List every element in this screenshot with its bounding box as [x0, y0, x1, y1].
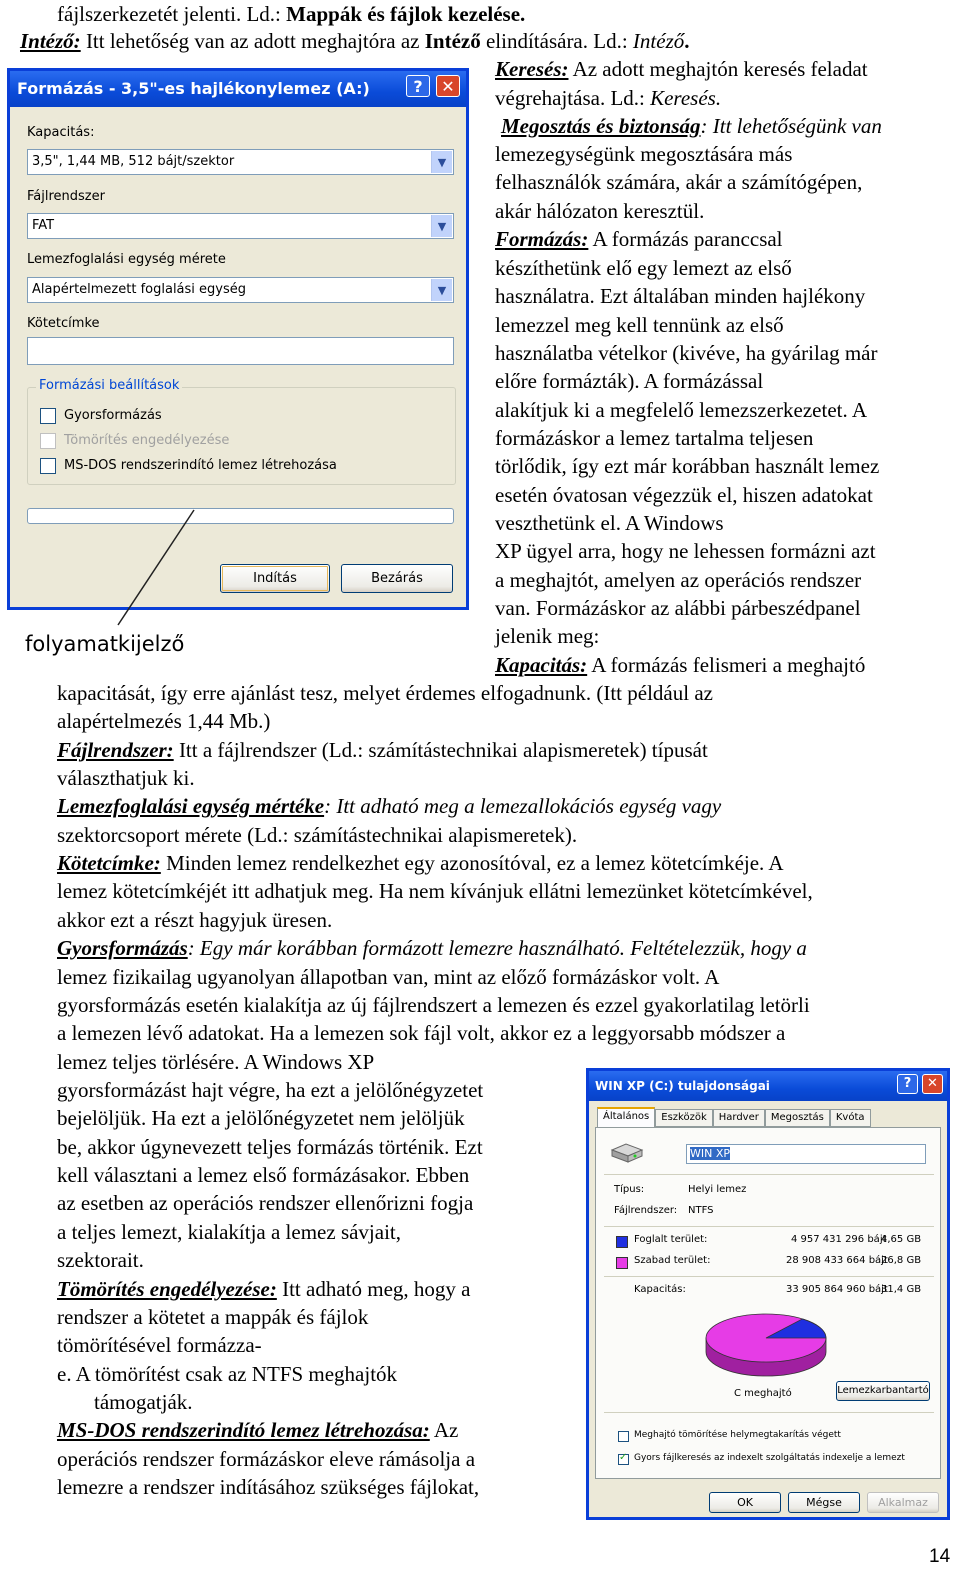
text-line: törlődik, így ezt már korábban használt lemez [495, 454, 880, 478]
close-button[interactable]: Bezárás [341, 564, 453, 593]
filesystem-select[interactable]: FAT ▼ [27, 213, 454, 239]
text-line: Megosztás és biztonság: Itt lehetőségünk van [501, 114, 882, 138]
free-bytes: 28 908 433 664 bájt [786, 1255, 888, 1266]
used-gb: 4,65 GB [881, 1234, 922, 1245]
tab-sharing[interactable]: Megosztás [765, 1109, 830, 1127]
text-line: Tömörítés engedélyezése: Itt adható meg, hogy a [57, 1277, 471, 1301]
filesystem-label: Fájlrendszer [27, 189, 105, 204]
format-dialog [7, 68, 469, 610]
check-icon: ✓ [619, 1452, 628, 1463]
text-line: felhasználók számára, akár a számítógépen, [495, 170, 863, 194]
text-line: gyorsformázást hajt végre, ha ezt a jelölőnégyzetet [57, 1078, 484, 1102]
chevron-down-icon: ▼ [431, 151, 452, 173]
close-icon[interactable]: ✕ [922, 1074, 943, 1094]
help-icon[interactable]: ? [406, 75, 430, 97]
text-line: használatra. Ezt általában minden hajlékony [495, 284, 866, 308]
text-line: szektorcsoport mérete (Ld.: számítástechnikai alapismeretek). [57, 823, 578, 847]
text-line: van. Formázáskor az alábbi párbeszédpanel [495, 596, 861, 620]
text-line: MS-DOS rendszerindító lemez létrehozása: Az [57, 1418, 459, 1442]
text-line: fájlszerkezetét jelenti. Ld.: Mappák és fájlok kezelése. [57, 2, 526, 26]
tab-panel [595, 1127, 941, 1479]
text-line: Keresés: Az adott meghajtón keresés feladat [495, 57, 868, 81]
format-options-title: Formázási beállítások [36, 378, 182, 393]
apply-button[interactable]: Alkalmaz [867, 1492, 939, 1513]
close-icon[interactable]: ✕ [436, 75, 460, 97]
text-line: lemezzel meg kell tennünk az első [495, 313, 784, 337]
text-line: választhatjuk ki. [57, 766, 195, 790]
text-line: tömörítésével formázza- [57, 1333, 262, 1357]
text-line: operációs rendszer formázáskor eleve rámásolja a [57, 1447, 476, 1471]
text-line: Kapacitás: A formázás felismeri a meghajtó [495, 653, 866, 677]
text-line: használatba vételkor (kivéve, ha gyárilag már [495, 341, 878, 365]
ok-button[interactable]: OK [709, 1492, 781, 1513]
text-line: Gyorsformázás: Egy már korábban formázott lemezre használható. Feltételezzük, hogy a [57, 936, 807, 960]
start-button[interactable]: Indítás [220, 564, 330, 593]
text-line: Intéző: Itt lehetőség van az adott meghajtóra az Intéző elindítására. Ld.: Intéző. [20, 29, 690, 53]
index-drive-checkbox[interactable] [618, 1454, 629, 1465]
text-line: be, akkor úgynevezett teljes formázás történik. Ezt [57, 1135, 483, 1159]
text-line: gyorsformázás esetén kialakítja az új fájlrendszert a lemezen és ezzel gyakorlatilag letörli [57, 993, 810, 1017]
properties-dialog-titlebar [589, 1071, 947, 1101]
used-label: Foglalt terület: [634, 1234, 708, 1245]
text-line: alakítjuk ki a megfelelő lemezszerkezetet. A [495, 398, 867, 422]
used-swatch [616, 1236, 628, 1248]
text-line: bejelöljük. Ha ezt a jelölőnégyzetet nem jelöljük [57, 1106, 465, 1130]
chevron-down-icon: ▼ [431, 279, 452, 301]
free-swatch [616, 1257, 628, 1269]
quick-format-checkbox[interactable] [40, 408, 56, 424]
format-options-group [27, 378, 456, 485]
text-line: a teljes lemezt, kialakítja a lemez sávjait, [57, 1220, 402, 1244]
text-line: kell választani a lemez első formázásakor. Ebben [57, 1163, 470, 1187]
divider [604, 1174, 934, 1175]
text-line: alapértelmezés 1,44 Mb.) [57, 709, 271, 733]
disk-usage-pie [696, 1308, 836, 1388]
used-bytes: 4 957 431 296 bájt [791, 1234, 887, 1245]
text-line: XP ügyel arra, hogy ne lehessen formázni azt [495, 539, 876, 563]
compress-drive-checkbox[interactable] [618, 1431, 629, 1442]
progress-bar [27, 508, 454, 524]
capacity-bytes: 33 905 864 960 bájt [786, 1284, 888, 1295]
capacity-label: Kapacitás: [27, 125, 95, 140]
text-line: akár hálózaton keresztül. [495, 199, 705, 223]
divider [604, 1276, 934, 1277]
text-line: e. A tömörítést csak az NTFS meghajtók [57, 1362, 398, 1386]
tab-tools[interactable]: Eszközök [655, 1109, 713, 1127]
text-line: esetén óvatosan végezzük el, hiszen adatokat [495, 483, 873, 507]
callout-line [110, 505, 200, 630]
text-line: végrehajtása. Ld.: Keresés. [495, 86, 722, 110]
format-dialog-title: Formázás - 3,5"-es hajlékonylemez (A:) [17, 79, 370, 98]
tab-strip [597, 1107, 871, 1127]
capacity-select[interactable]: 3,5", 1,44 MB, 512 bájt/szektor ▼ [27, 149, 454, 175]
text-line: Fájlrendszer: Itt a fájlrendszer (Ld.: számítástechnikai alapismeretek) típusát [57, 738, 708, 762]
index-drive-label: Gyors fájlkeresés az indexelt szolgáltatás indexelje a lemezt [634, 1453, 905, 1463]
compress-checkbox[interactable] [40, 433, 56, 449]
properties-dialog [586, 1068, 950, 1520]
tab-general[interactable]: Általános [597, 1107, 655, 1127]
text-line: készíthetünk elő egy lemezt az első [495, 256, 792, 280]
allocation-select[interactable]: Alapértelmezett foglalási egység ▼ [27, 277, 454, 303]
text-line: jelenik meg: [495, 624, 600, 648]
text-line: lemez fizikailag ugyanolyan állapotban van, mint az előző formázáskor volt. A [57, 965, 720, 989]
fs-value: NTFS [688, 1205, 714, 1216]
text-line: az esetben az operációs rendszer ellenőrizni fogja [57, 1191, 474, 1215]
text-line: Kötetcímke: Minden lemez rendelkezhet egy azonosítóval, ez a lemez kötetcímkéje. A [57, 851, 784, 875]
capacity-gb: 31,4 GB [881, 1284, 922, 1295]
quick-format-label: Gyorsformázás [64, 408, 162, 423]
tab-hardware[interactable]: Hardver [713, 1109, 765, 1127]
capacity-label: Kapacitás: [634, 1284, 686, 1295]
text-line: a lemezen lévő adatokat. Ha a lemezen sok fájl volt, akkor ez a leggyorsabb módszer a [57, 1021, 786, 1045]
fs-label: Fájlrendszer: [614, 1205, 678, 1216]
type-label: Típus: [614, 1184, 645, 1195]
compress-label: Tömörítés engedélyezése [64, 433, 230, 448]
text-line: szektorait. [57, 1248, 144, 1272]
text-line: veszthetünk el. A Windows [495, 511, 724, 535]
progress-callout-label: folyamatkijelző [25, 632, 185, 656]
allocation-label: Lemezfoglalási egység mérete [27, 252, 226, 267]
drive-name-input[interactable]: WIN XP [686, 1144, 926, 1164]
chevron-down-icon: ▼ [431, 215, 452, 237]
text-line: lemezre a rendszer indításához szükséges fájlokat, [57, 1475, 480, 1499]
free-gb: 26,8 GB [881, 1255, 922, 1266]
text-line: formázáskor a lemez tartalma teljesen [495, 426, 814, 450]
page-number: 14 [929, 1546, 951, 1567]
disk-cleanup-button[interactable]: Lemezkarbantartó [836, 1381, 930, 1401]
msdos-checkbox[interactable] [40, 458, 56, 474]
volume-label-input[interactable] [27, 337, 454, 365]
text-line: támogatják. [94, 1390, 193, 1414]
tab-quota[interactable]: Kvóta [830, 1109, 871, 1127]
text-line: lemezegységünk megosztására más [495, 142, 793, 166]
text-line: kapacitását, így erre ajánlást tesz, melyet érdemes elfogadnunk. (Itt például az [57, 681, 713, 705]
text-line: rendszer a kötetet a mappák és fájlok [57, 1305, 369, 1329]
text-line: előre formázták). A formázással [495, 369, 764, 393]
text-line: lemez teljes törlésére. A Windows XP [57, 1050, 375, 1074]
text-line: a meghajtót, amelyen az operációs rendszer [495, 568, 862, 592]
drive-label: C meghajtó [734, 1388, 792, 1399]
compress-drive-label: Meghajtó tömörítése helymegtakarítás végett [634, 1430, 841, 1440]
divider [604, 1226, 934, 1227]
text-line: lemez kötetcímkéjét itt adhatjuk meg. Ha nem kívánjuk ellátni lemezünket kötetcímkével, [57, 879, 813, 903]
type-value: Helyi lemez [688, 1184, 747, 1195]
free-label: Szabad terület: [634, 1255, 711, 1266]
divider [604, 1412, 934, 1413]
hard-drive-icon [610, 1142, 644, 1164]
cancel-button[interactable]: Mégse [788, 1492, 860, 1513]
properties-dialog-title: WIN XP (C:) tulajdonságai [595, 1079, 770, 1093]
text-line: Formázás: A formázás paranccsal [495, 227, 783, 251]
volume-label: Kötetcímke [27, 316, 100, 331]
msdos-label: MS-DOS rendszerindító lemez létrehozása [64, 458, 337, 473]
help-icon[interactable]: ? [897, 1074, 918, 1094]
text-line: akkor ezt a részt hagyjuk üresen. [57, 908, 333, 932]
text-line: Lemezfoglalási egység mértéke: Itt adható meg a lemezallokációs egység vagy [57, 794, 722, 818]
format-dialog-titlebar [10, 71, 466, 107]
